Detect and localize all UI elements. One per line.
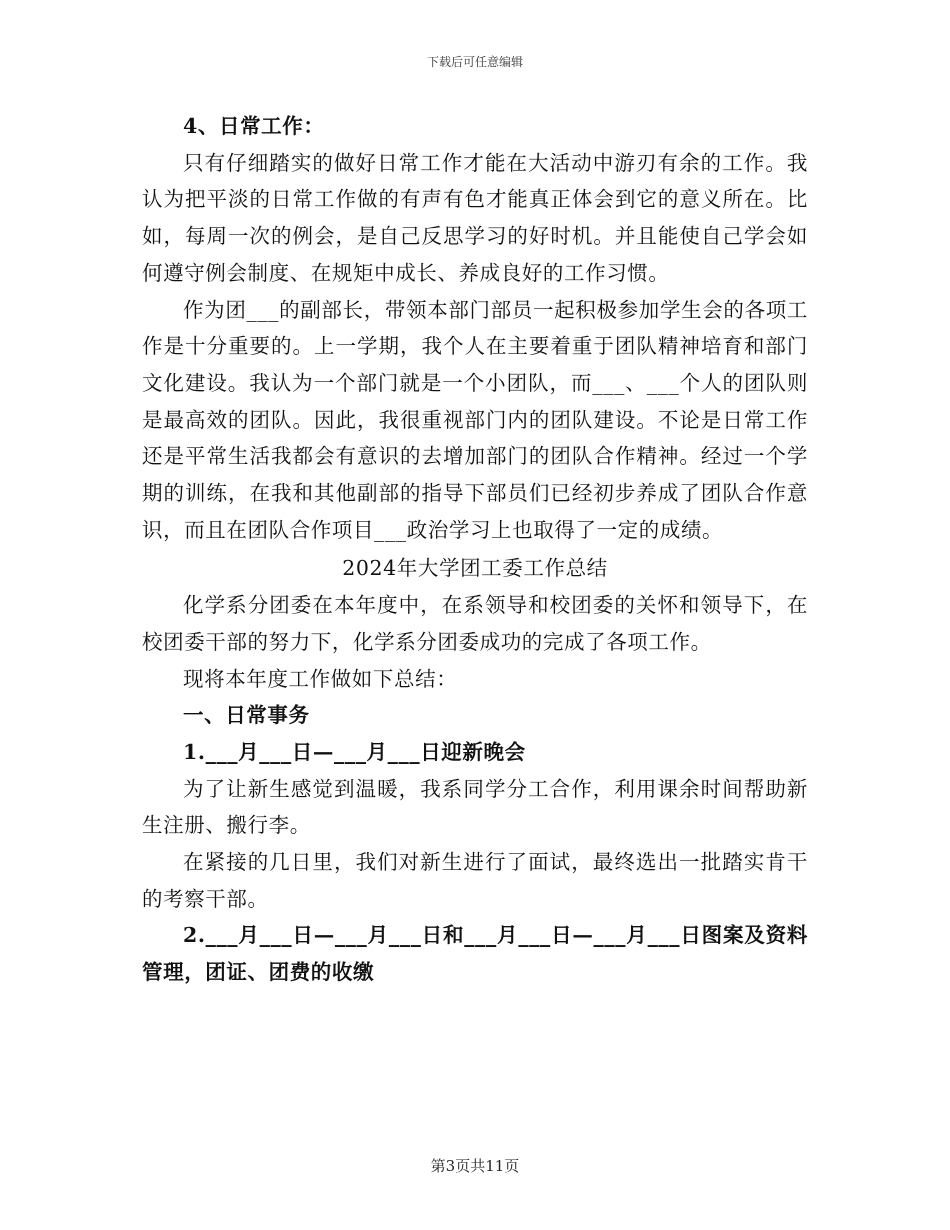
summary-title: 2024年大学团工委工作总结: [342, 556, 608, 581]
page-header: 下载后可任意编辑: [426, 55, 523, 69]
page-footer: 第3页共11页: [430, 1157, 520, 1175]
item-1-heading: 1.___月___日—___月___日迎新晚会: [183, 739, 526, 764]
section-4-heading: 4、日常工作：: [183, 114, 325, 138]
document-body: [142, 108, 808, 991]
item-1-paragraph-1: 为了让新生感觉到温暖，我系同学分工合作，利用课余时间帮助新生注册、搬行李。: [142, 776, 808, 838]
summary-intro-paragraph-2: 现将本年度工作做如下总结：: [183, 666, 458, 691]
item-2-heading: 2.___月___日—___月___日和___月___日—___月___日图案及资料管理，团证、团费的收缴: [142, 923, 808, 985]
section-4-paragraph-1: 只有仔细踏实的做好日常工作才能在大活动中游刃有余的工作。我认为把平淡的日常工作做的有声有色才能真正体会到它的意义所在。比如，每周一次的例会，是自己反思学习的好时机。并且能使自己学会如何遵守例会制度、在规矩中成长、养成良好的工作习惯。: [142, 150, 808, 285]
summary-intro-paragraph-1: 化学系分团委在本年度中，在系领导和校团委的关怀和领导下，在校团委干部的努力下，化学系分团委成功的完成了各项工作。: [142, 593, 808, 654]
section-1-heading: 一、日常事务: [183, 703, 310, 728]
item-1-paragraph-2: 在紧接的几日里，我们对新生进行了面试，最终选出一批踏实肯干的考察干部。: [142, 850, 808, 911]
section-4-paragraph-2: 作为团___的副部长，带领本部门部员一起积极参加学生会的各项工作是十分重要的。上一学期，我个人在主要着重于团队精神培育和部门文化建设。我认为一个部门就是一个小团队，而___、___个人的团队则是最高效的团队。因此，我很重视部门内的团队建设。不论是日常工作还是平常生活我都会有意识的去增加部门的团队合作精神。经过一个学期的训练，在我和其他副部的指导下部员们已经初步养成了团队合作意识，而且在团队合作项目___政治学习上也取得了一定的成绩。: [142, 297, 808, 542]
